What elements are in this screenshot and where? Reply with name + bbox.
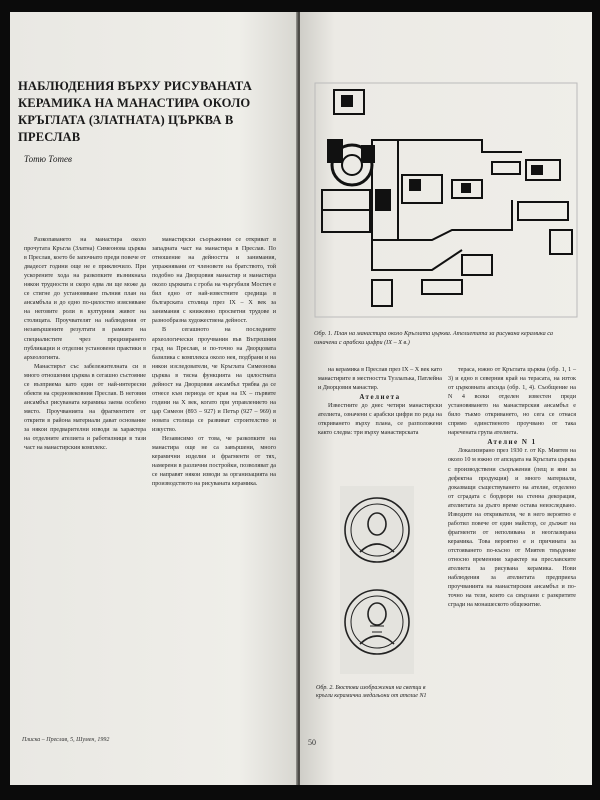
paragraph: Независимо от това, че разкопките на манастира още не са завършени, много керамични изделия и фрагменти от тях, намерени в различни постройки, позволяват да се направят някои изводи за организацията на производството на рисуваната керамика.: [152, 436, 276, 488]
page-number: 50: [308, 738, 316, 747]
paragraph: тераса, южно от Кръглата църква (обр. 1, 1 – 3) и едно в северния край на терасата, на изток от църковната апсида (обр. 1, 4). Съобщение на N 4 всеки отделен известен преди установяването на манастирския ансамбъл е било тъкмо откриването, но сега се отнася спрямо единственото проучвано от така наречената група ателиета.: [448, 367, 576, 437]
right-column-2: [448, 366, 576, 609]
paragraph: Известните до днес четири манастирски ателиета, означени с арабски цифри по реда на откриването върху плана, се разположени както следва: три върху манастирската: [318, 403, 442, 437]
paragraph: на керамика в Преслав през IX – X век като манастирите в местността Тузлалъка, Патлейна и Дворцовия манастир.: [318, 367, 442, 392]
right-column-1: [318, 366, 442, 481]
paragraph: Локализирано през 1930 г. от Кр. Миятев на около 10 м южно от апсидата на Кръглата църква с производствени съоръжения (пещ и ями за дефектна продукция) и много материали, доказващи съществуването на ателие, отделено от сградата с бордюри на стенна декорация, ателиетата за дълго време остава неизследвано. Изводите на откривателя, че в него вероятно е работил повече от един майстор, се дължат на фрагменти от неполивана и неоглазирана керамика. Това вероятно е и причината за отстояването по-късно от Миятев твърдение относно временния характер на преславските ателиета за рисувана керамика. Нови наблюдения за ателиетата предприеха проучванията на манастирския ансамбъл и по-точно на тези, които са свързани с разкритите сгради на монашеското общежитие.: [448, 448, 576, 609]
figure-2-caption: Обр. 2. Бюстови изображения на светци в кръгли керамични медальони от ателие N1: [316, 685, 427, 699]
journal-footer: Плиска – Преслав, 5, Шумен, 1992: [22, 737, 110, 743]
saint-medallions-figure: [340, 486, 414, 674]
left-column-1: [24, 236, 146, 706]
paragraph: Манастирът със забележителната си в много отношения църква в сегашно състояние се възприема като един от най-интересни обекти на средновековния Преслав. В неговия ансамбъл рисуваната керамика заема особено място. Проучванията на фрагментите от открити в района материали дават основание за някои предварителни изводи за характера на отделните ателиета и работилници в тази част на манастирския комплекс.: [24, 363, 146, 452]
article-author: Тотю Тотев: [24, 154, 72, 164]
monastery-plan-figure: [312, 80, 580, 320]
left-column-2: [152, 236, 276, 706]
paragraph: Разкопаването на манастира около прочутата Кръгла (Златна) Симеонова църква в Преслав, което бе започнато преди повече от двадесет години още не е приключило. При ускорените хода на разкопките възникнаха някои трудности и скоро едва ли ще може да се стигне до установяване пълния план на ансамбъла и до едно по-цялостно изясняване на неговите роли в културния живот на столицата. Проучвателят на наблюдения от незавършените резултати в рамките на специалистите чрез прецизирането публикации и отделни установени практики в археологията.: [24, 237, 146, 361]
section-heading: Ателиета: [359, 393, 401, 402]
paragraph: манастирски съоръжения се откриват в западната част на манастира в Преслав. По отношение на дейността и занимания, упражнявани от членовете на братството, той подобно на Дворцовия манастир и манастира около църквата с гроба на чъргубиля Мостич е бил едно от най-известните средища в българската столица през IX – X век за занимания с книжовно просветни трудове и разнообразна художествена дейност.: [152, 237, 276, 325]
article-title: НАБЛЮДЕНИЯ ВЪРХУ РИСУВАНАТА КЕРАМИКА НА МАНАСТИРА ОКОЛО КРЪГЛАТА (ЗЛАТНАТА) ЦЪРКВА В ПРЕСЛАВ: [18, 79, 253, 144]
figure-1-caption: Обр. 1. План на манастира около Кръглата църква. Ателиетата за рисувана керамика са означени с арабски цифри (IX – X в.): [314, 330, 553, 346]
paragraph: В сегашното на последните археологически проучвания във Вътрешния град на Преслав, и по-точно на Дворцовата базилика с комплекса около нея, подбрани и на някои изследователи, че Кръглата Симеонова църква в тясна функцията на цялостната дейност на Дворцовия ансамбъл трябва да се отнесе към периода от края на IX – първите години на X век, когато при управлението на цар Симеон (893 – 927) и Петър (927 – 969) в новата столица се развиват строителство и изкуство.: [152, 327, 276, 433]
section-heading: Ателие N 1: [487, 438, 537, 447]
